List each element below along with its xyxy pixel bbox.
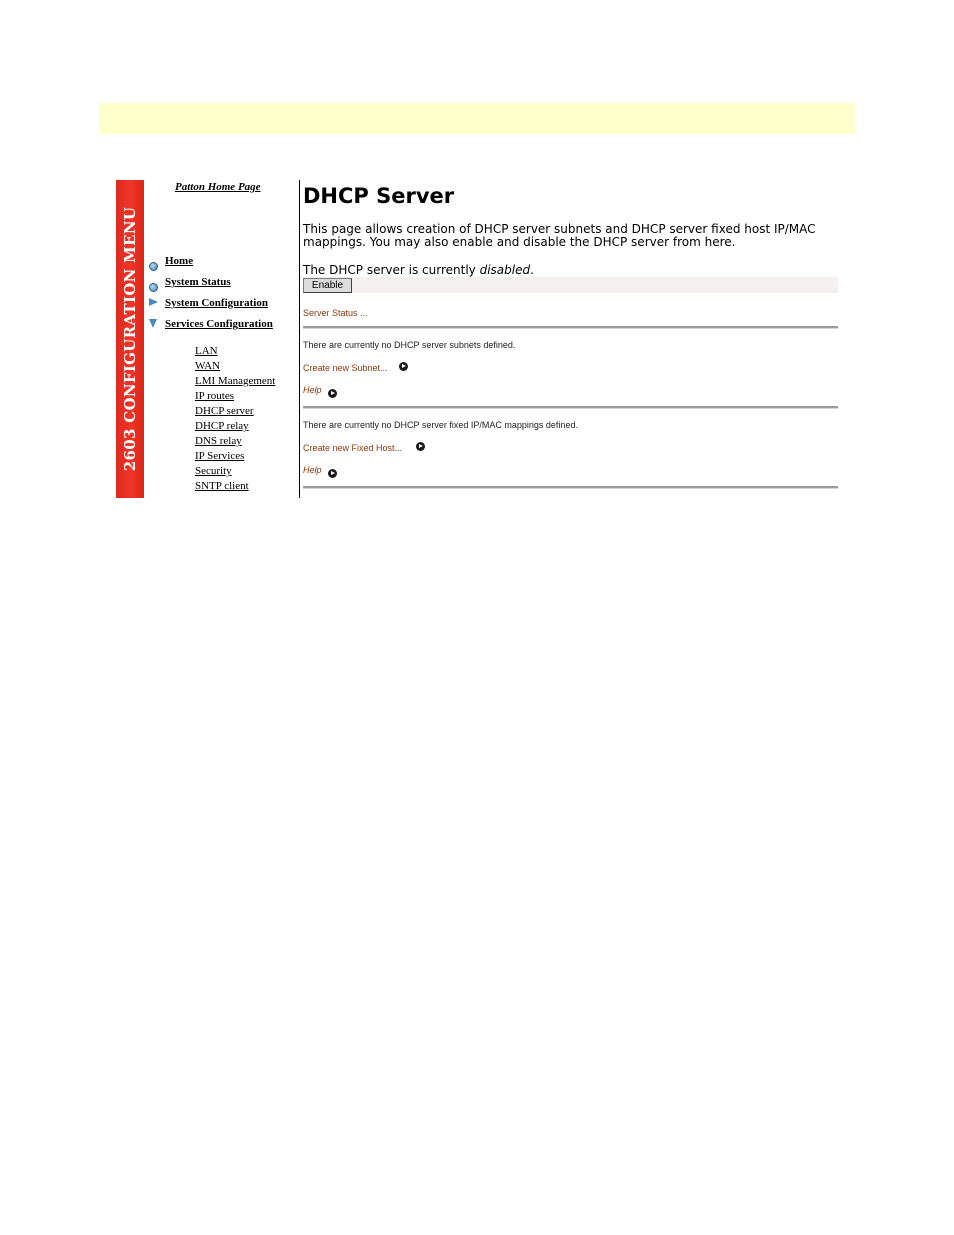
intro-text: This page allows creation of DHCP server subnets and DHCP server fixed host IP/MAC mappings. You may also enable and disable the DHCP server from here. [303, 222, 816, 249]
nav-item-system-status[interactable]: System Status [165, 276, 231, 288]
nav-sub-item-ip-services[interactable]: IP Services [195, 450, 245, 462]
arrow-right-icon[interactable] [399, 362, 408, 371]
section-divider [303, 406, 838, 409]
nav-sub-item-lan[interactable]: LAN [195, 345, 218, 357]
nav-sub-item-dhcp-relay[interactable]: DHCP relay [195, 420, 249, 432]
sidebar-divider [299, 180, 300, 498]
arrow-right-icon[interactable] [328, 469, 337, 478]
fixed-hosts-info-text: There are currently no DHCP server fixed IP/MAC mappings defined. [303, 420, 578, 430]
page-title: DHCP Server [303, 184, 455, 208]
create-fixed-host-link[interactable]: Create new Fixed Host... [303, 443, 403, 453]
nav-item-home[interactable]: Home [165, 255, 194, 267]
nav-sub-item-dhcp-server[interactable]: DHCP server [195, 405, 254, 417]
nav-sub-item-sntp-client[interactable]: SNTP client [195, 480, 249, 492]
help-link-2[interactable]: Help [303, 465, 322, 475]
triangle-right-icon [149, 298, 158, 306]
bullet-dot-icon [149, 262, 158, 271]
triangle-down-icon [149, 319, 157, 328]
section-divider [303, 486, 838, 489]
arrow-right-icon[interactable] [416, 442, 425, 451]
banner-title: 2603 CONFIGURATION MENU [121, 206, 139, 472]
nav-sub-item-lmi-management[interactable]: LMI Management [195, 375, 276, 387]
status-value: disabled [479, 263, 531, 277]
enable-button[interactable]: Enable [303, 278, 352, 293]
nav-item-system-configuration[interactable]: System Configuration [165, 297, 268, 309]
configuration-menu-banner [116, 180, 144, 498]
status-prefix: The DHCP server is currently [303, 263, 480, 277]
subnets-info-text: There are currently no DHCP server subnets defined. [303, 340, 516, 350]
section-divider [303, 326, 838, 329]
help-link[interactable]: Help [303, 385, 322, 395]
nav-sub-item-dns-relay[interactable]: DNS relay [195, 435, 242, 447]
nav-item-services-configuration[interactable]: Services Configuration [165, 318, 273, 330]
bullet-dot-icon [149, 283, 158, 292]
arrow-right-icon[interactable] [328, 389, 337, 398]
create-subnet-link[interactable]: Create new Subnet... [303, 363, 388, 373]
server-status-line [303, 263, 534, 277]
nav-sub-item-wan[interactable]: WAN [195, 360, 221, 372]
server-status-link[interactable]: Server Status ... [303, 308, 368, 318]
enable-bar [303, 277, 838, 293]
nav-sub-item-security[interactable]: Security [195, 465, 232, 477]
nav-sub-item-ip-routes[interactable]: IP routes [195, 390, 235, 402]
patton-home-link[interactable]: Patton Home Page [175, 181, 261, 193]
status-suffix: . [530, 263, 534, 277]
header-band [99, 103, 855, 134]
